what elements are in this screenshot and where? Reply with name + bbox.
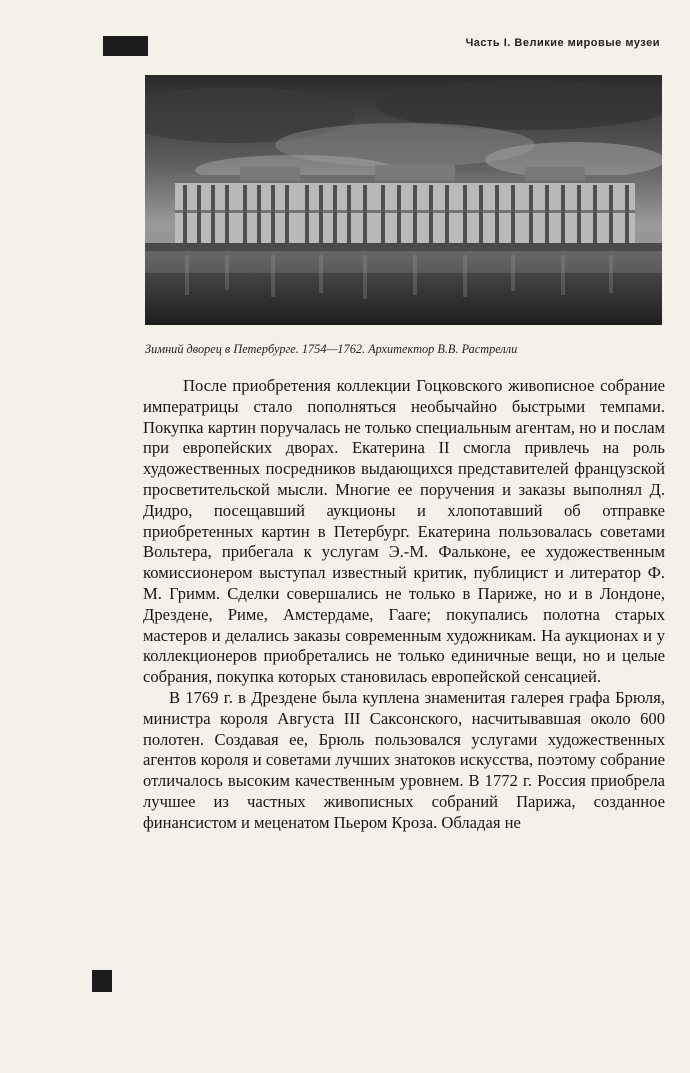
photo-caption: Зимний дворец в Петербурге. 1754—1762. Архитектор В.В. Растрелли [145, 342, 518, 356]
running-head [466, 37, 660, 49]
winter-palace-photo [145, 75, 662, 325]
running-head-text: Часть I. Великие мировые музеи [465, 37, 660, 49]
body-text [143, 376, 665, 834]
page-number-block [103, 36, 148, 56]
paragraph: В 1769 г. в Дрездене была куплена знаменитая галерея графа Брюля, министра короля Августа III Саксонского, насчитывавшая около 600 полотен. Создавая ее, Брюль пользовался услугами художественных агентов короля и советами лучших знатоков искусства, поэтому собрание отличалось высоким качественным уровнем. В 1772 г. Россия приобрела лучшее из частных живописных собраний Парижа, созданное финансистом и меценатом Пьером Кроза. Обладая не [143, 687, 665, 832]
paragraph: После приобретения коллекции Гоцковского живописное собрание императрицы стало пополняться необычайно быстрыми темпами. Покупка картин поручалась не только специальным агентам, но и послам при европейских дворах. Екатерина II смогла привлечь на роль художественных посредников выдающихся представителей французской просветительской мысли. Многие ее поручения и заказы выполнял Д. Дидро, посещавший аукционы и хлопотавший об отправке приобретенных картин в Петербург. Екатерина пользовалась советами Вольтера, прибегала к услугам Э.-М. Фальконе, ее художественным комиссионером выступал известный критик, публицист и литератор Ф. М. Гримм. Сделки совершались не только в Париже, но и в Лондоне, Дрездене, Риме, Амстердаме, Гааге; покупались полотна старых мастеров и делались заказы современным художникам. На аукционах и у коллекционеров приобретались не только единичные вещи, но и целые собрания, покупка которых становилась европейской сенсацией. [143, 376, 665, 687]
page-edge-mark [92, 970, 112, 992]
